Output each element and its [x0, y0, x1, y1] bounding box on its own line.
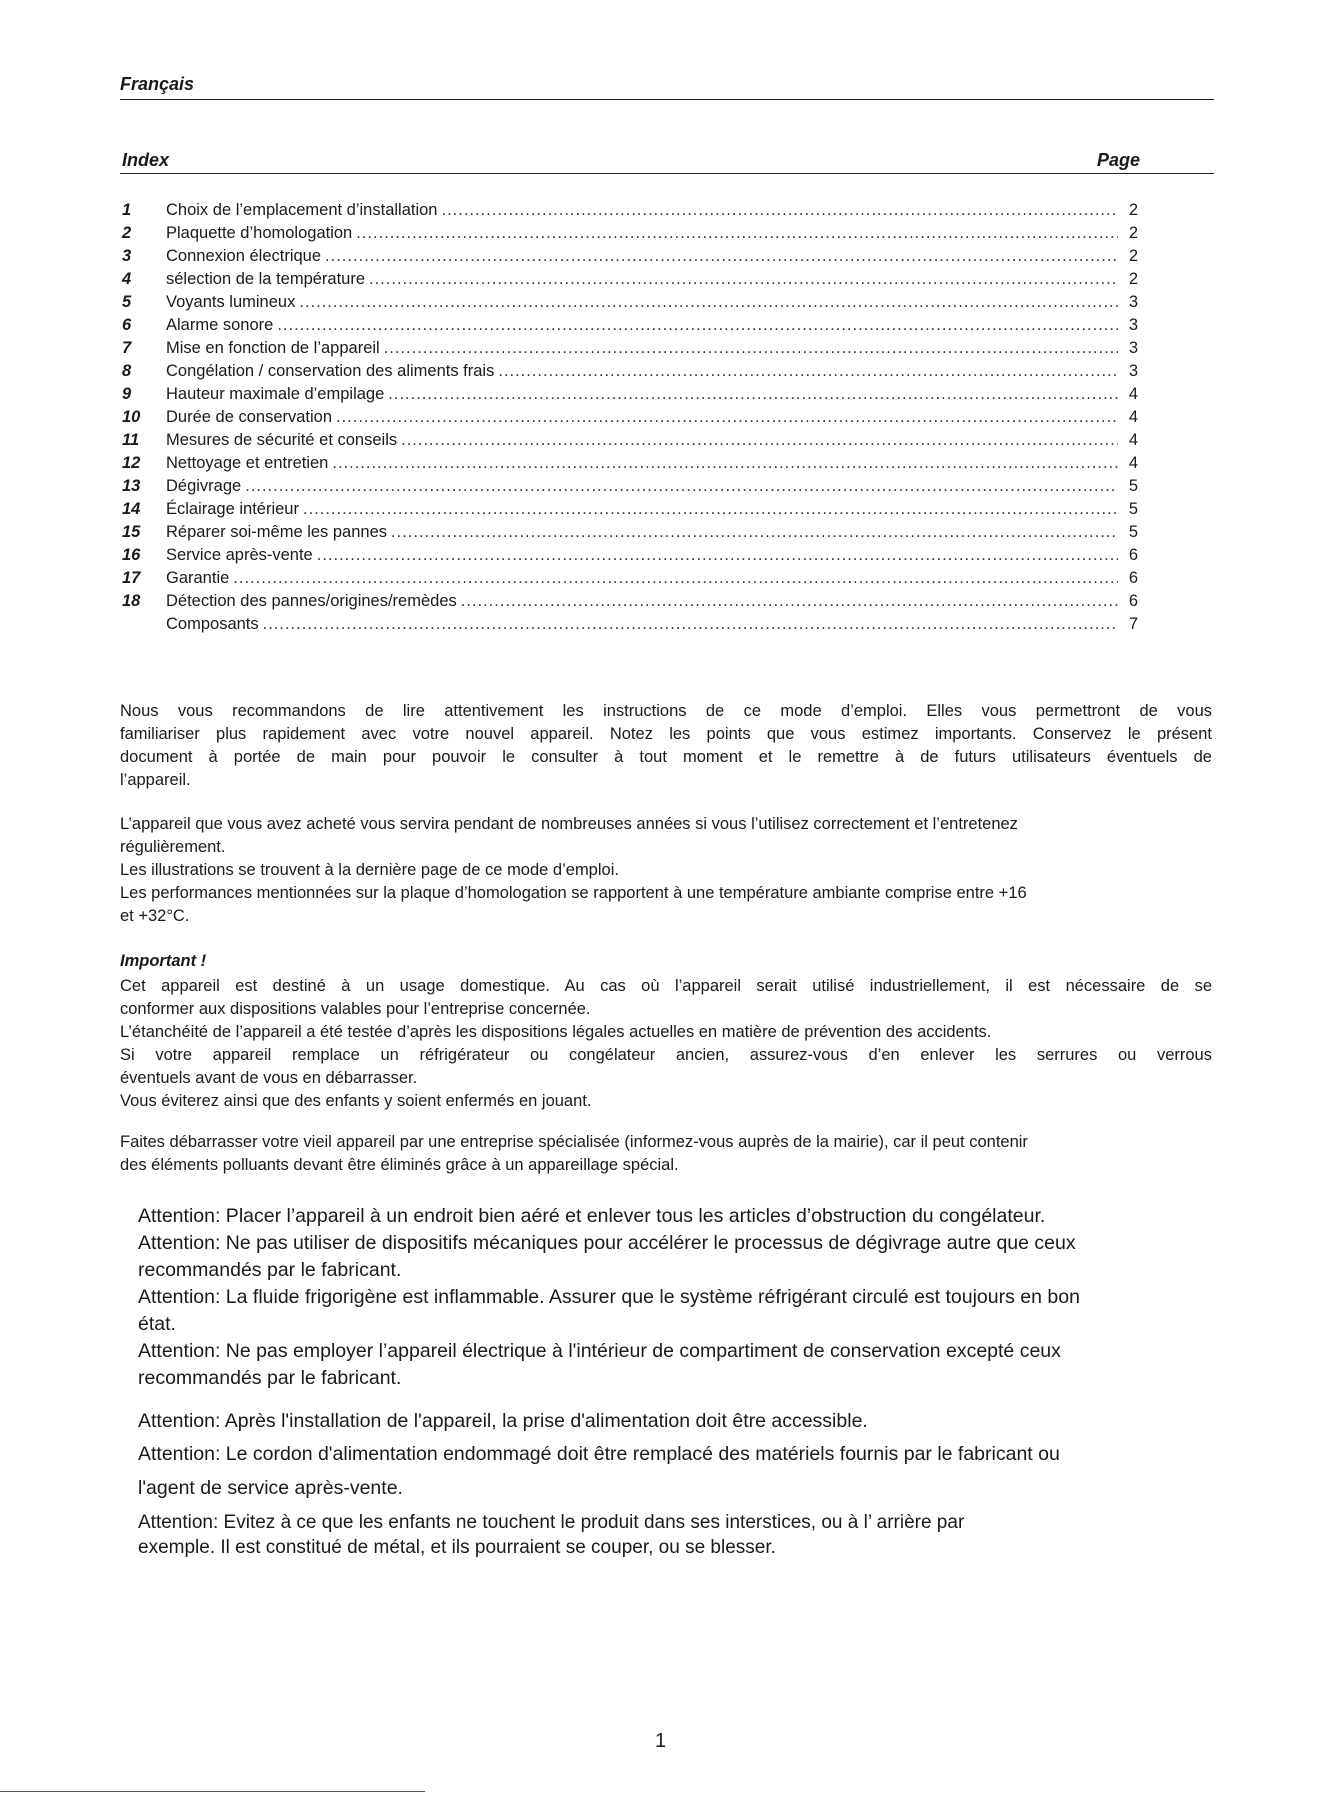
toc-entry-page: 4: [1128, 385, 1138, 403]
toc-entry: [122, 544, 1138, 567]
toc-entry-number: 15: [122, 523, 141, 541]
toc-entry-title: Alarme sonore: [166, 316, 274, 334]
toc-dot-leader: [391, 521, 1118, 544]
attention-line: recommandés par le fabricant.: [138, 1259, 402, 1281]
toc-entry: [122, 567, 1138, 590]
toc-entry-title: Garantie: [166, 569, 230, 587]
toc-entry-page: 6: [1128, 569, 1138, 587]
toc-entry-title: Nettoyage et entretien: [166, 454, 329, 472]
toc-entry-number: 7: [122, 339, 132, 357]
attention-line: exemple. Il est constitué de métal, et ils pourraient se couper, ou se blesser.: [138, 1537, 776, 1558]
toc-entry: [122, 452, 1138, 475]
attention-line: Attention: La fluide frigorigène est inflammable. Assurer que le système réfrigérant circulé est toujours en bon: [138, 1286, 1080, 1308]
toc-entry: [122, 498, 1138, 521]
toc-entry-title: Mesures de sécurité et conseils: [166, 431, 398, 449]
toc-entry-page: 4: [1128, 408, 1138, 426]
toc-entry-number: 5: [122, 293, 132, 311]
language-heading: Français: [120, 74, 195, 94]
disposal-paragraph: [120, 1131, 1212, 1177]
toc-entry: [122, 590, 1138, 613]
toc-entry: [122, 406, 1138, 429]
text-line: régulièrement.: [120, 838, 226, 856]
text-line: Si votre appareil remplace un réfrigérateur ou congélateur ancien, assurez-vous d’en enlever les serrures ou verrous: [120, 1046, 1212, 1064]
important-heading: Important !: [120, 952, 207, 970]
toc-entry-title: sélection de la température: [166, 270, 366, 288]
attention-block-3: [138, 1437, 1198, 1505]
toc-entry: [122, 360, 1138, 383]
attention-line: Attention: Ne pas utiliser de dispositifs mécaniques pour accélérer le processus de dégivrage autre que ceux: [138, 1232, 1076, 1254]
text-line: document à portée de main pour pouvoir le consulter à tout moment et le remettre à de futurs utilisateurs éventuels de: [120, 748, 1212, 766]
attention-line: l'agent de service après-vente.: [138, 1477, 403, 1499]
toc-entry-page: 2: [1128, 270, 1138, 288]
toc-entry: [122, 268, 1138, 291]
text-line: familiariser plus rapidement avec votre nouvel appareil. Notez les points que vous estimez importants. Conservez le présent: [120, 725, 1212, 743]
toc-entry-page: 5: [1128, 477, 1138, 495]
text-line: des éléments polluants devant être éliminés grâce à un appareillage spécial.: [120, 1156, 679, 1174]
toc-entry-page: 2: [1128, 224, 1138, 242]
toc-entry-page: 3: [1128, 316, 1138, 334]
text-line: Faites débarrasser votre vieil appareil par une entreprise spécialisée (informez-vous auprès de la mairie), car il peut contenir: [120, 1133, 1028, 1151]
toc-entry-page: 5: [1128, 523, 1138, 541]
text-line: Nous vous recommandons de lire attentivement les instructions de ce mode d’emploi. Elles vous permettront de vous: [120, 702, 1212, 720]
toc-entry-number: 3: [122, 247, 132, 265]
attention-line: recommandés par le fabricant.: [138, 1367, 402, 1389]
page-number: 1: [655, 1730, 667, 1752]
toc-entry-number: 6: [122, 316, 132, 334]
toc-dot-leader: [263, 613, 1118, 636]
text-line: L’appareil que vous avez acheté vous servira pendant de nombreuses années si vous l’utilisez correctement et l’entretenez: [120, 815, 1018, 833]
toc-entry-number: 10: [122, 408, 141, 426]
toc-entry-title: Plaquette d’homologation: [166, 224, 353, 242]
attention-block-4: [138, 1510, 1198, 1560]
attention-line: Attention: Evitez à ce que les enfants ne touchent le produit dans ses interstices, ou à l’ arrière par: [138, 1512, 965, 1533]
toc-entry-page: 2: [1128, 247, 1138, 265]
text-line: L’étanchéité de l’appareil a été testée d’après les dispositions légales actuelles en matière de prévention des accidents.: [120, 1023, 992, 1041]
toc-entry-page: 3: [1128, 339, 1138, 357]
toc-entry-number: 13: [122, 477, 141, 495]
toc-dot-leader: [325, 245, 1118, 268]
attention-line: état.: [138, 1313, 176, 1335]
toc-entry-number: 12: [122, 454, 141, 472]
toc-entry-page: 5: [1128, 500, 1138, 518]
toc-entry-title: Choix de l’emplacement d’installation: [166, 201, 438, 219]
toc-entry-title: Composants: [166, 615, 259, 633]
text-line: Vous éviterez ainsi que des enfants y soient enfermés en jouant.: [120, 1092, 592, 1110]
toc-dot-leader: [441, 199, 1118, 222]
text-line: éventuels avant de vous en débarrasser.: [120, 1069, 418, 1087]
attention-line: Attention: Placer l’appareil à un endroit bien aéré et enlever tous les articles d’obstruction du congélateur.: [138, 1205, 1046, 1227]
toc-entry-page: 4: [1128, 431, 1138, 449]
attention-line: Attention: Après l'installation de l'appareil, la prise d'alimentation doit être accessible.: [138, 1410, 868, 1432]
text-line: Cet appareil est destiné à un usage domestique. Au cas où l’appareil serait utilisé industriellement, il est nécessaire de se: [120, 977, 1212, 995]
toc-entry-title: Dégivrage: [166, 477, 242, 495]
toc-dot-leader: [498, 360, 1118, 383]
toc-entry: [122, 199, 1138, 222]
toc-dot-leader: [317, 544, 1118, 567]
text-line: et +32°C.: [120, 907, 190, 925]
toc-entry-number: 14: [122, 500, 141, 518]
toc-entry: [122, 383, 1138, 406]
toc-entry-title: Mise en fonction de l’appareil: [166, 339, 380, 357]
toc-entry-number: 4: [122, 270, 132, 288]
attention-line: Attention: Le cordon d'alimentation endommagé doit être remplacé des matériels fournis par le fabricant ou: [138, 1443, 1060, 1465]
toc-entry-number: 18: [122, 592, 141, 610]
text-line: Les illustrations se trouvent à la dernière page de ce mode d’emploi.: [120, 861, 619, 879]
footer-rule: [0, 1791, 425, 1792]
toc-entry-page: 6: [1128, 546, 1138, 564]
header-rule: [120, 99, 1214, 100]
toc-dot-leader: [369, 268, 1118, 291]
toc-dot-leader: [332, 452, 1118, 475]
toc-entry-page: 6: [1128, 592, 1138, 610]
toc-entry-number: 2: [122, 224, 132, 242]
toc-entry-title: Voyants lumineux: [166, 293, 296, 311]
toc-dot-leader: [303, 498, 1118, 521]
toc-entry: [122, 222, 1138, 245]
important-paragraph: [120, 975, 1212, 1113]
text-line: l’appareil.: [120, 771, 191, 789]
toc-dot-leader: [277, 314, 1118, 337]
toc-dot-leader: [388, 383, 1118, 406]
attention-block-2: [138, 1408, 1198, 1435]
toc-dot-leader: [384, 337, 1118, 360]
toc-entry-title: Congélation / conservation des aliments frais: [166, 362, 495, 380]
toc-entry-title: Service après-vente: [166, 546, 313, 564]
toc-entry-title: Réparer soi-même les pannes: [166, 523, 388, 541]
toc-entry-title: Détection des pannes/origines/remèdes: [166, 592, 457, 610]
toc-entry-title: Hauteur maximale d’empilage: [166, 385, 385, 403]
toc-entry: [122, 613, 1138, 636]
toc-entry: [122, 245, 1138, 268]
toc-entry-number: 8: [122, 362, 132, 380]
toc-entry: [122, 475, 1138, 498]
toc-dot-leader: [245, 475, 1118, 498]
toc-entry: [122, 314, 1138, 337]
toc-dot-leader: [299, 291, 1118, 314]
text-line: conformer aux dispositions valables pour l’entreprise concernée.: [120, 1000, 591, 1018]
toc-entry-number: 1: [122, 201, 132, 219]
toc-entry: [122, 337, 1138, 360]
toc-entry-page: 7: [1128, 615, 1138, 633]
index-title: Index: [122, 150, 170, 170]
toc-entry-page: 2: [1128, 201, 1138, 219]
toc-entry-page: 3: [1128, 362, 1138, 380]
toc-entry-number: 17: [122, 569, 141, 587]
toc-entry-title: Connexion électrique: [166, 247, 322, 265]
toc-dot-leader: [401, 429, 1118, 452]
toc-dot-leader: [233, 567, 1118, 590]
toc-entry-number: 16: [122, 546, 141, 564]
toc-entry-number: 9: [122, 385, 132, 403]
attention-block-1: [138, 1203, 1198, 1392]
page-column-title: Page: [1097, 150, 1141, 170]
text-line: Les performances mentionnées sur la plaque d’homologation se rapportent à une température ambiante comprise entre +16: [120, 884, 1027, 902]
attention-line: Attention: Ne pas employer l’appareil électrique à l'intérieur de compartiment de conservation excepté ceux: [138, 1340, 1061, 1362]
toc-entry-number: 11: [122, 431, 140, 449]
table-of-contents: [122, 199, 1138, 636]
toc-dot-leader: [336, 406, 1118, 429]
toc-entry: [122, 521, 1138, 544]
toc-dot-leader: [461, 590, 1118, 613]
intro-paragraph-1: [120, 700, 1212, 792]
toc-entry-title: Durée de conservation: [166, 408, 333, 426]
toc-dot-leader: [356, 222, 1118, 245]
toc-entry-page: 4: [1128, 454, 1138, 472]
toc-entry: [122, 291, 1138, 314]
index-rule: [120, 173, 1214, 174]
intro-paragraph-2: [120, 813, 1212, 928]
toc-entry: [122, 429, 1138, 452]
toc-entry-page: 3: [1128, 293, 1138, 311]
toc-entry-title: Éclairage intérieur: [166, 500, 299, 518]
